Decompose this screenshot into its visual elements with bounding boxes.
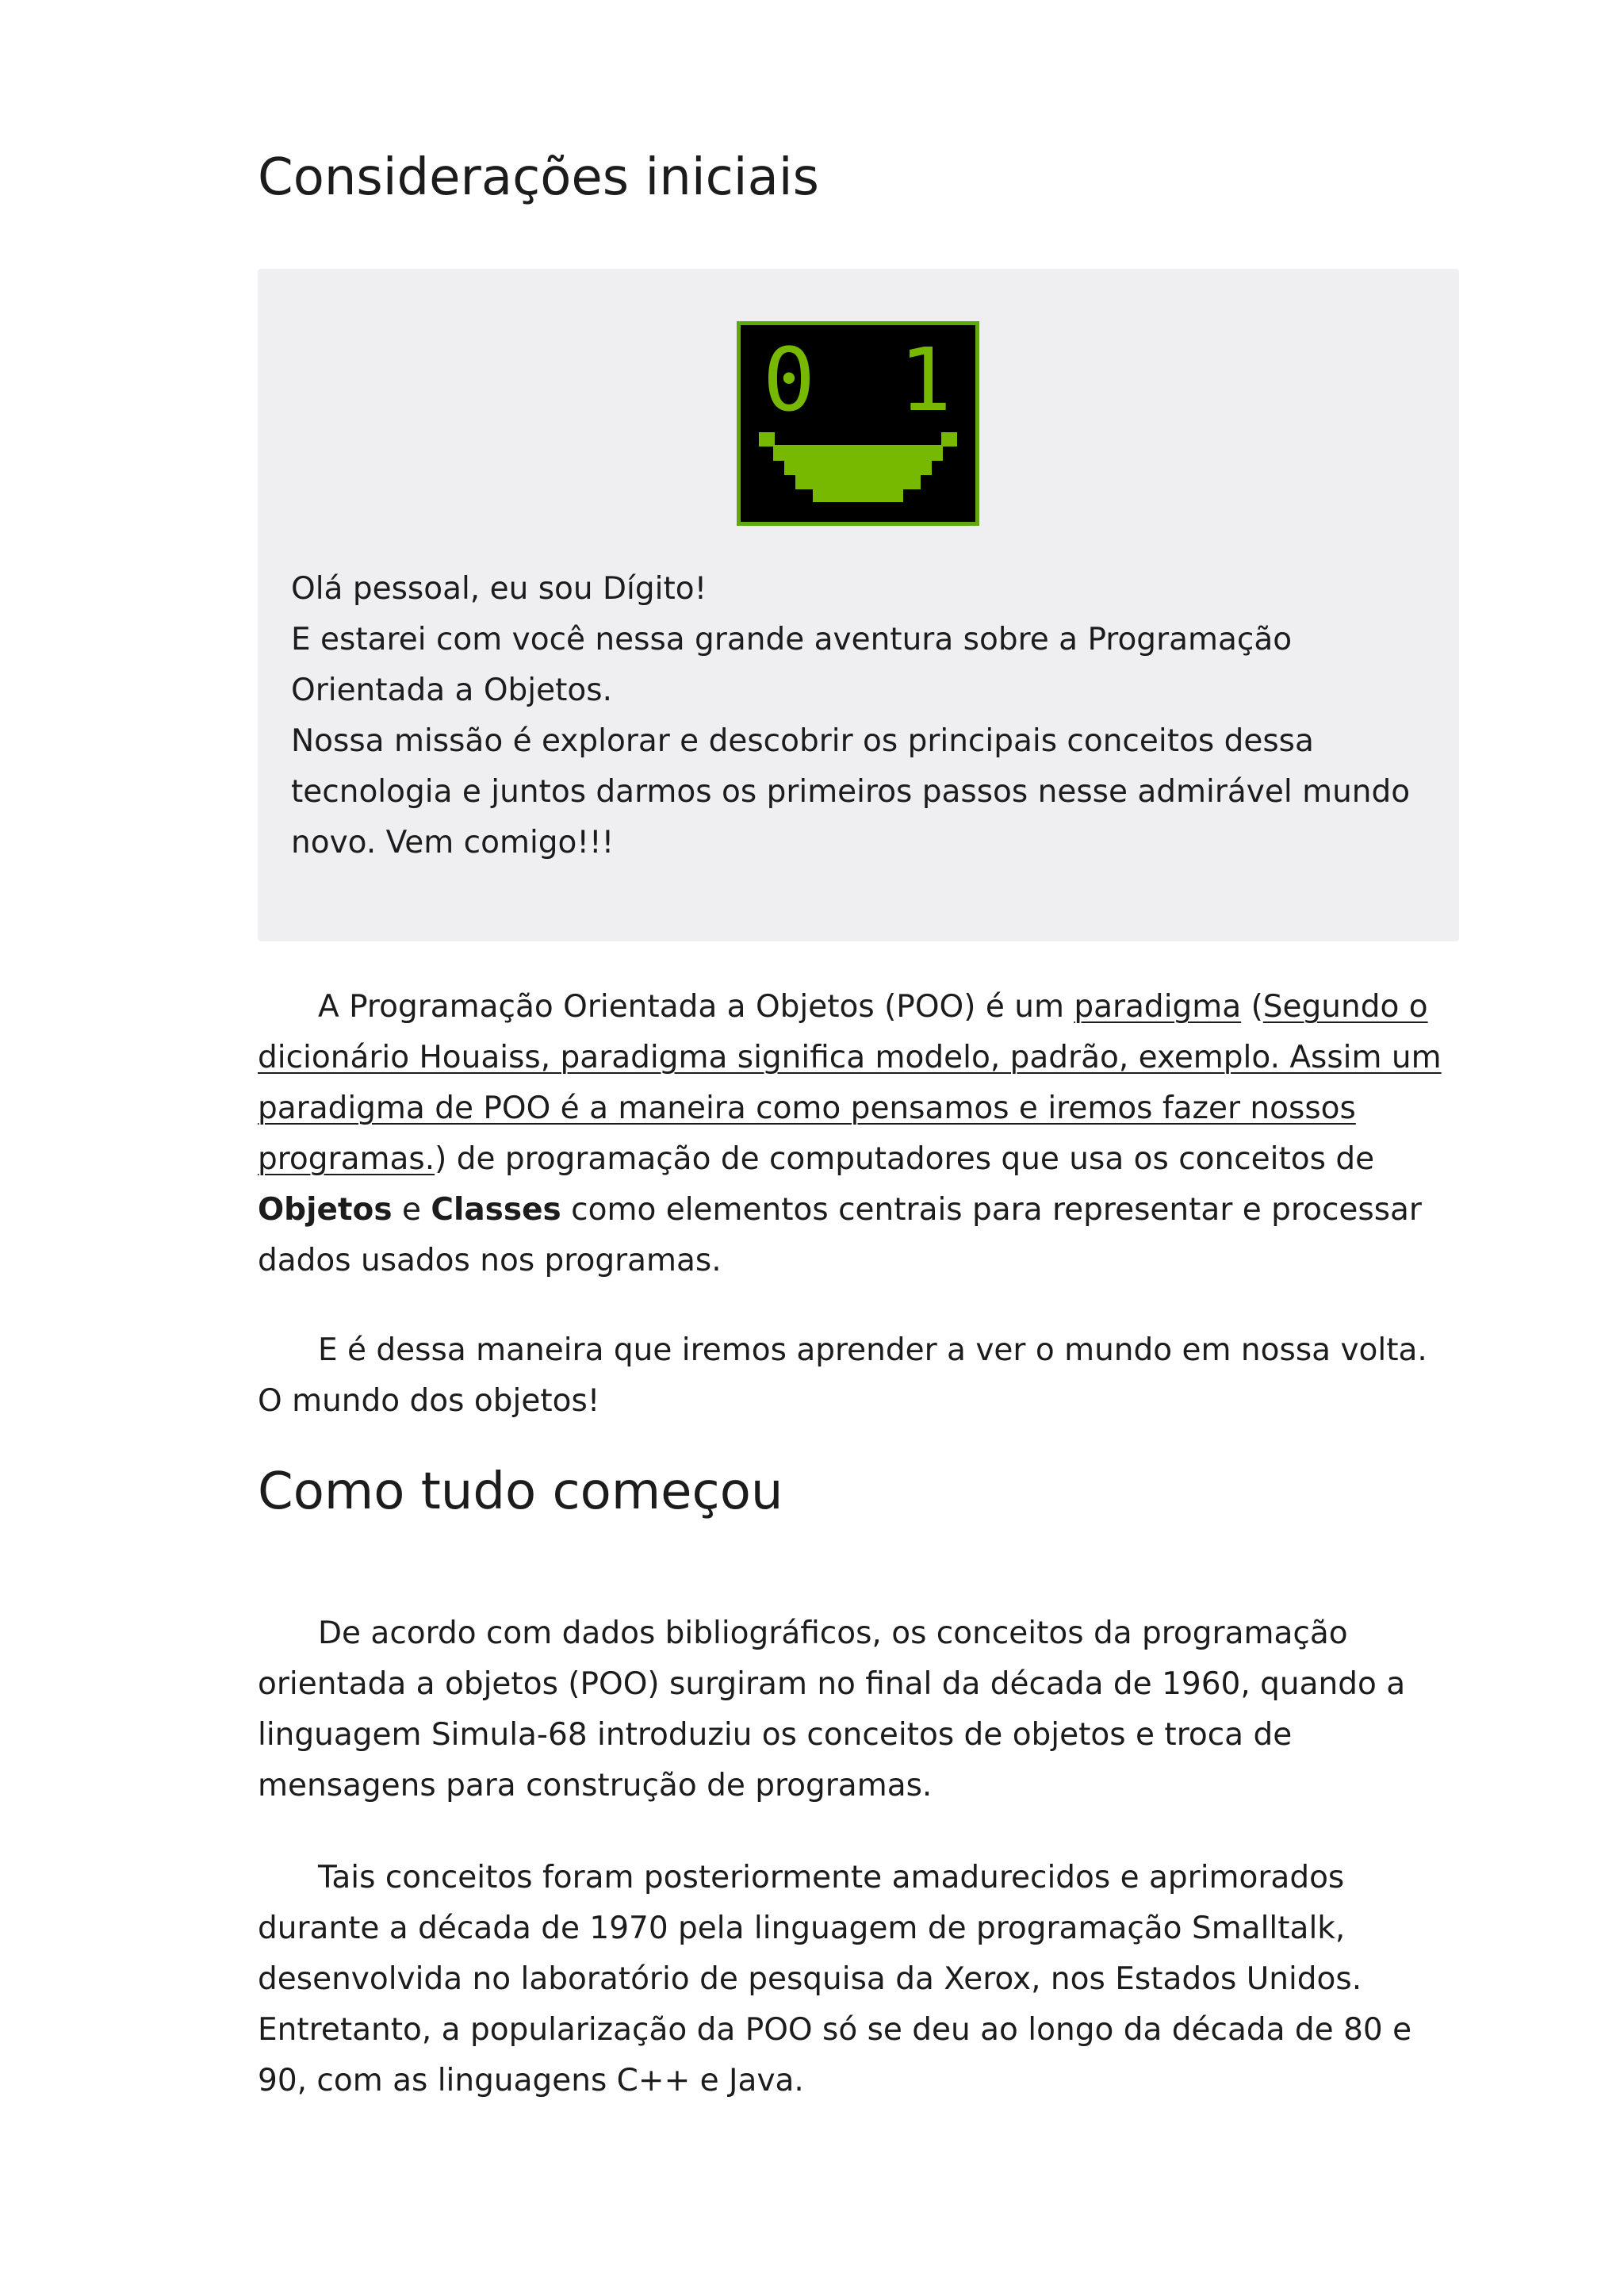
- mascot-callout-box: [258, 269, 1459, 941]
- paragraph-history-simula: De acordo com dados bibliográficos, os conceitos da programação orientada a objetos (POO) surgiram no final da década de 1960, quando a linguagem Simula-68 introduziu os conceitos de objetos e troca de mensagens para construção de programas.: [258, 1616, 1406, 1803]
- p1-conj: e: [392, 1192, 431, 1228]
- p1-after-footnote: ) de programação de computadores que usa os conceitos de: [435, 1141, 1375, 1177]
- intro-line-adventure: E estarei com você nessa grande aventura sobre a Programação Orientada a Objetos.: [291, 622, 1293, 708]
- mascot-digit-zero: 0: [762, 329, 816, 431]
- mascot-digit-one: 1: [898, 329, 952, 431]
- p1-intro: A Programação Orientada a Objetos (POO) é um: [318, 989, 1074, 1025]
- mascot-intro-text: [291, 564, 1433, 868]
- section-title-como-tudo-comecou: Como tudo começou: [258, 1462, 783, 1521]
- intro-line-mission: Nossa missão é explorar e descobrir os principais conceitos dessa tecnologia e juntos darmos os primeiros passos nesse admirável mundo novo. Vem comigo!!!: [291, 723, 1411, 860]
- section-title-consideracoes: Considerações iniciais: [258, 148, 819, 207]
- paragraph-mundo-objetos: E é dessa maneira que iremos aprender a ver o mundo em nossa volta. O mundo dos objetos!: [258, 1332, 1427, 1419]
- p1-open-paren: (: [1241, 989, 1263, 1025]
- paragraph-history-smalltalk: Tais conceitos foram posteriormente amadurecidos e aprimorados durante a década de 1970 pela linguagem de programação Smalltalk, desenvolvida no laboratório de pesquisa da Xerox, nos Estados Unidos. Entretanto, a popularização da POO só se deu ao longo da década de 80 e 90, com as linguagens C++ e Java.: [258, 1860, 1412, 2098]
- intro-line-greeting: Olá pessoal, eu sou Dígito!: [291, 571, 707, 607]
- p1-ending: como elementos centrais para representar e processar dados usados nos programas.: [258, 1192, 1422, 1278]
- paradigma-footnote: Segundo o dicionário Houaiss, paradigma significa modelo, padrão, exemplo. Assim um paradigma de POO é a maneira como pensamos e iremos fazer nossos programas.: [258, 989, 1442, 1177]
- term-objetos: Objetos: [258, 1192, 393, 1228]
- digito-mascot-icon: [737, 321, 979, 526]
- paragraph-poo-definition: [258, 982, 1459, 1286]
- term-classes: Classes: [431, 1192, 561, 1228]
- paradigma-link[interactable]: paradigma: [1074, 989, 1242, 1025]
